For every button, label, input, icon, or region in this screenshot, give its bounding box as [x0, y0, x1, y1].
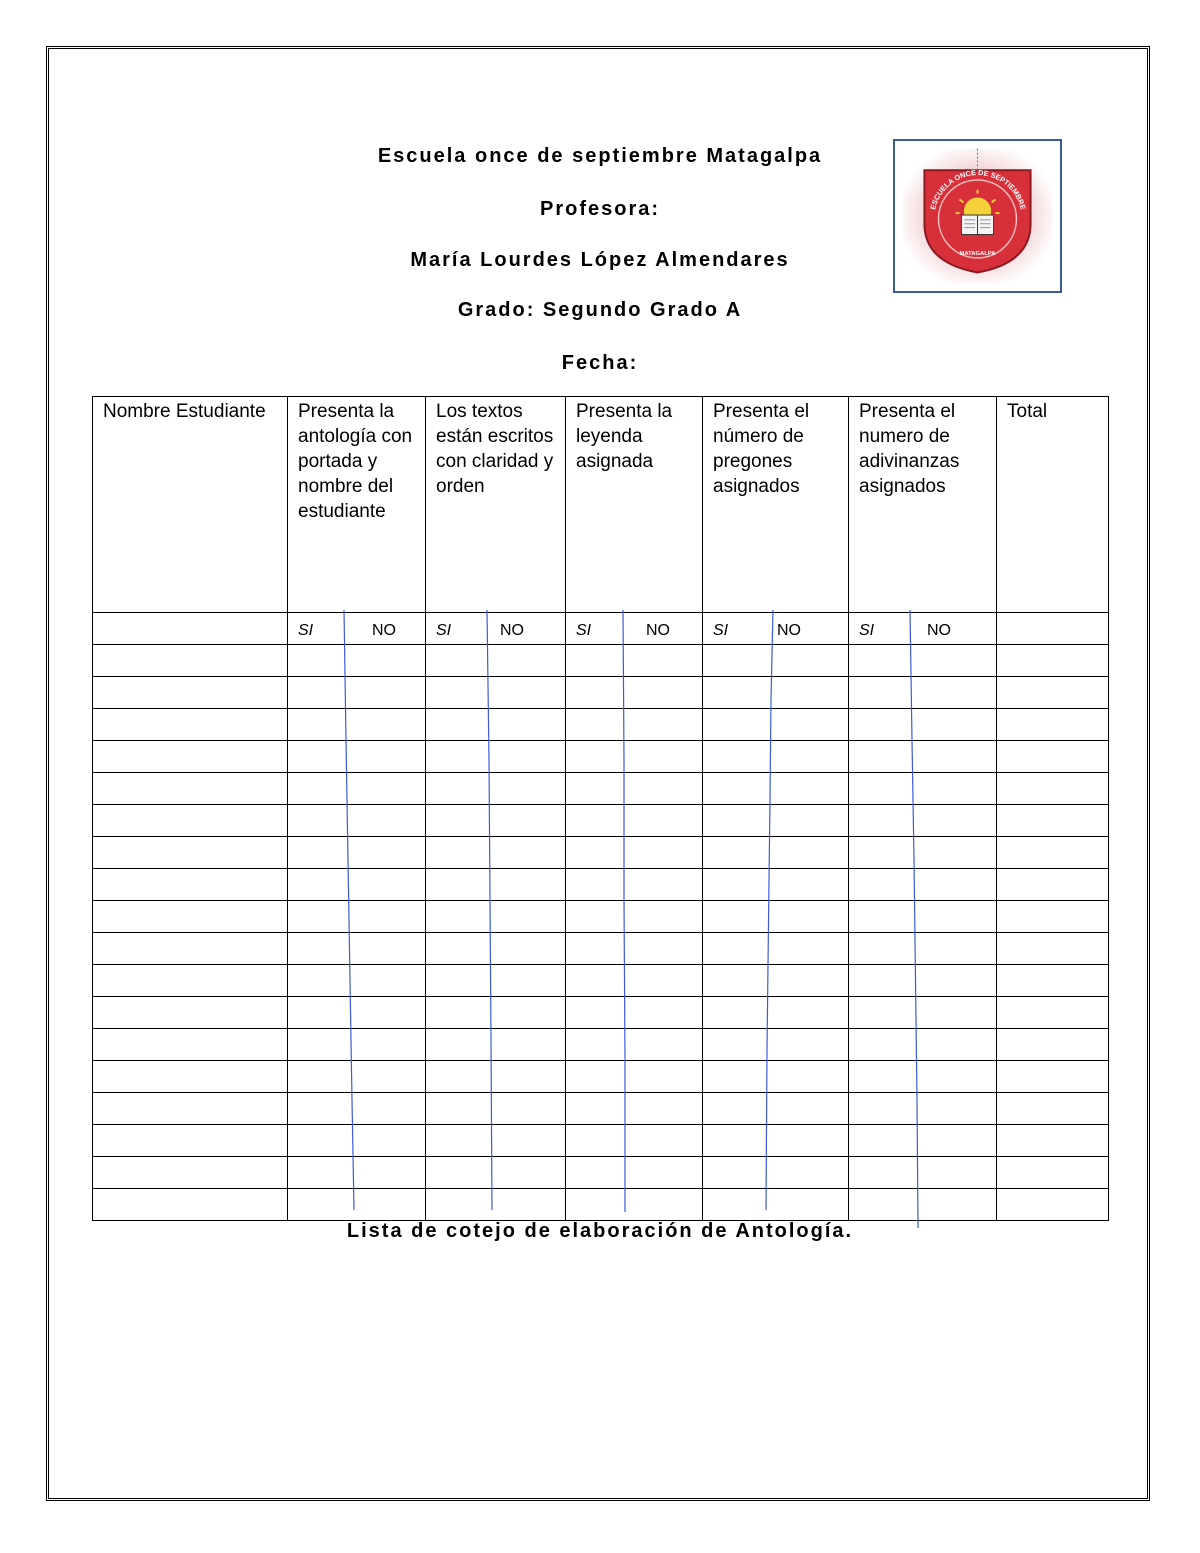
table-cell	[997, 965, 1109, 997]
column-header: Presenta la antología con portada y nombre del estudiante	[298, 401, 413, 522]
table-cell	[849, 901, 997, 933]
table-cell	[426, 709, 566, 741]
table-row	[93, 965, 1109, 997]
column-header: Total	[1007, 401, 1048, 422]
table-cell	[93, 1061, 288, 1093]
table-cell	[849, 837, 997, 869]
si-label: SI	[298, 622, 314, 639]
table-cell	[703, 741, 849, 773]
table-cell	[997, 645, 1109, 677]
table-cell	[566, 997, 703, 1029]
grade-line: Grado: Segundo Grado A	[457, 299, 743, 321]
svg-text:MATAGALPA: MATAGALPA	[959, 250, 996, 257]
school-logo	[893, 139, 1062, 293]
table-cell	[849, 1093, 997, 1125]
table-cell	[566, 869, 703, 901]
table-cell	[566, 677, 703, 709]
table-cell	[566, 1125, 703, 1157]
table-cell	[93, 901, 288, 933]
table-cell	[849, 1125, 997, 1157]
table-cell	[288, 933, 426, 965]
table-cell	[566, 1093, 703, 1125]
table-cell	[93, 1157, 288, 1189]
teacher-name: María Lourdes López Almendares	[410, 249, 790, 271]
no-label: NO	[927, 622, 951, 639]
table-cell	[849, 965, 997, 997]
table-row	[93, 997, 1109, 1029]
table-cell	[703, 677, 849, 709]
table-cell	[93, 773, 288, 805]
table-cell	[288, 997, 426, 1029]
school-name: Escuela once de septiembre Matagalpa	[377, 145, 823, 167]
table-cell	[997, 1061, 1109, 1093]
table-cell	[703, 997, 849, 1029]
teacher-label: Profesora:	[539, 198, 661, 220]
table-cell	[997, 997, 1109, 1029]
table-cell	[566, 837, 703, 869]
table-cell	[288, 773, 426, 805]
table-row	[93, 1061, 1109, 1093]
table-cell	[426, 773, 566, 805]
table-cell	[426, 1061, 566, 1093]
table-cell	[93, 805, 288, 837]
table-cell	[426, 805, 566, 837]
si-label: SI	[713, 622, 729, 639]
table-cell	[426, 901, 566, 933]
table-cell	[288, 1061, 426, 1093]
table-cell	[997, 869, 1109, 901]
table-cell	[703, 869, 849, 901]
table-cell	[703, 1061, 849, 1093]
table-row	[93, 805, 1109, 837]
table-cell	[997, 1029, 1109, 1061]
table-cell	[426, 741, 566, 773]
table-cell	[703, 709, 849, 741]
table-row	[93, 1093, 1109, 1125]
table-row	[93, 677, 1109, 709]
table-row	[93, 741, 1109, 773]
table-cell	[93, 741, 288, 773]
table-cell	[426, 645, 566, 677]
column-header: Presenta el numero de adivinanzas asignados	[859, 401, 960, 497]
table-cell	[849, 677, 997, 709]
table-row	[93, 1189, 1109, 1221]
table-cell	[849, 773, 997, 805]
table-cell	[288, 1093, 426, 1125]
table-row	[93, 645, 1109, 677]
table-cell	[849, 1029, 997, 1061]
table-cell	[703, 837, 849, 869]
table-cell	[93, 1029, 288, 1061]
table-cell	[997, 773, 1109, 805]
column-header: Nombre Estudiante	[103, 401, 266, 422]
si-no-row	[93, 613, 1109, 645]
table-cell	[997, 1189, 1109, 1221]
table-cell	[997, 837, 1109, 869]
table-cell	[566, 805, 703, 837]
table-row	[93, 1125, 1109, 1157]
table-cell	[426, 997, 566, 1029]
table-row	[93, 773, 1109, 805]
table-cell	[849, 709, 997, 741]
table-cell	[288, 741, 426, 773]
table-cell	[426, 677, 566, 709]
table-cell	[426, 1125, 566, 1157]
table-cell	[93, 1093, 288, 1125]
table-cell	[566, 1061, 703, 1093]
column-header: Presenta el número de pregones asignados	[713, 401, 810, 497]
table-cell	[566, 901, 703, 933]
table-cell	[566, 933, 703, 965]
si-label: SI	[859, 622, 875, 639]
table-cell	[93, 837, 288, 869]
table-cell	[288, 805, 426, 837]
table-cell	[703, 1093, 849, 1125]
si-label: SI	[436, 622, 452, 639]
column-header: Los textos están escritos con claridad y orden	[436, 401, 554, 497]
table-cell	[288, 645, 426, 677]
table-cell	[566, 773, 703, 805]
table-row	[93, 901, 1109, 933]
table-row	[93, 1157, 1109, 1189]
table-row	[93, 869, 1109, 901]
no-label: NO	[777, 622, 801, 639]
table-cell	[93, 709, 288, 741]
table-cell	[566, 1157, 703, 1189]
table-cell	[426, 1029, 566, 1061]
table-cell	[288, 869, 426, 901]
table-cell	[703, 1125, 849, 1157]
table-cell	[703, 1157, 849, 1189]
table-cell	[93, 1125, 288, 1157]
table-cell	[288, 1157, 426, 1189]
table-cell	[997, 1157, 1109, 1189]
table-cell	[288, 1029, 426, 1061]
table-row	[93, 933, 1109, 965]
table-cell	[997, 805, 1109, 837]
no-label: NO	[646, 622, 670, 639]
table-row	[93, 709, 1109, 741]
table-cell	[566, 709, 703, 741]
table-cell	[997, 741, 1109, 773]
table-cell	[997, 709, 1109, 741]
no-label: NO	[372, 622, 396, 639]
table-cell	[93, 869, 288, 901]
table-cell	[997, 1125, 1109, 1157]
table-cell	[288, 837, 426, 869]
si-label: SI	[576, 622, 592, 639]
table-cell	[849, 645, 997, 677]
table-cell	[426, 1189, 566, 1221]
table-row	[93, 837, 1109, 869]
table-cell	[849, 1189, 997, 1221]
table-cell	[703, 965, 849, 997]
svg-text:ESCUELA ONCE DE SEPTIEMBRE: ESCUELA ONCE DE SEPTIEMBRE	[928, 168, 1028, 211]
table-cell	[703, 773, 849, 805]
table-cell	[426, 965, 566, 997]
table-cell	[849, 997, 997, 1029]
table-cell	[849, 933, 997, 965]
table-cell	[703, 645, 849, 677]
table-cell	[93, 677, 288, 709]
table-cell	[849, 805, 997, 837]
table-cell	[703, 1029, 849, 1061]
table-cell	[997, 1093, 1109, 1125]
table-cell	[997, 933, 1109, 965]
table-cell	[93, 645, 288, 677]
table-cell	[566, 1189, 703, 1221]
table-cell	[288, 709, 426, 741]
table-cell	[426, 1093, 566, 1125]
table-cell	[849, 1157, 997, 1189]
table-cell	[703, 933, 849, 965]
table-cell	[288, 901, 426, 933]
table-cell	[288, 1125, 426, 1157]
table-cell	[566, 741, 703, 773]
table-cell	[997, 901, 1109, 933]
table-cell	[997, 677, 1109, 709]
table-row	[93, 1029, 1109, 1061]
table-cell	[288, 1189, 426, 1221]
table-cell	[703, 1189, 849, 1221]
table-cell	[703, 805, 849, 837]
table-cell	[426, 837, 566, 869]
table-cell	[849, 1061, 997, 1093]
table-cell	[426, 869, 566, 901]
table-cell	[426, 933, 566, 965]
no-label: NO	[500, 622, 524, 639]
table-cell	[849, 869, 997, 901]
table-cell	[93, 965, 288, 997]
table-cell	[703, 901, 849, 933]
table-header-row	[93, 397, 1109, 613]
column-header: Presenta la leyenda asignada	[576, 401, 673, 472]
table-cell	[566, 645, 703, 677]
table-cell	[288, 677, 426, 709]
checklist-table	[92, 396, 1109, 1221]
table-cell	[93, 1189, 288, 1221]
table-cell	[93, 933, 288, 965]
table-cell	[566, 1029, 703, 1061]
table-cell	[849, 741, 997, 773]
table-caption: Lista de cotejo de elaboración de Antología.	[346, 1220, 854, 1242]
table-cell	[288, 965, 426, 997]
school-seal-icon	[895, 141, 1060, 291]
table-cell	[566, 965, 703, 997]
table-cell	[93, 997, 288, 1029]
table-cell	[426, 1157, 566, 1189]
date-label: Fecha:	[561, 352, 639, 374]
